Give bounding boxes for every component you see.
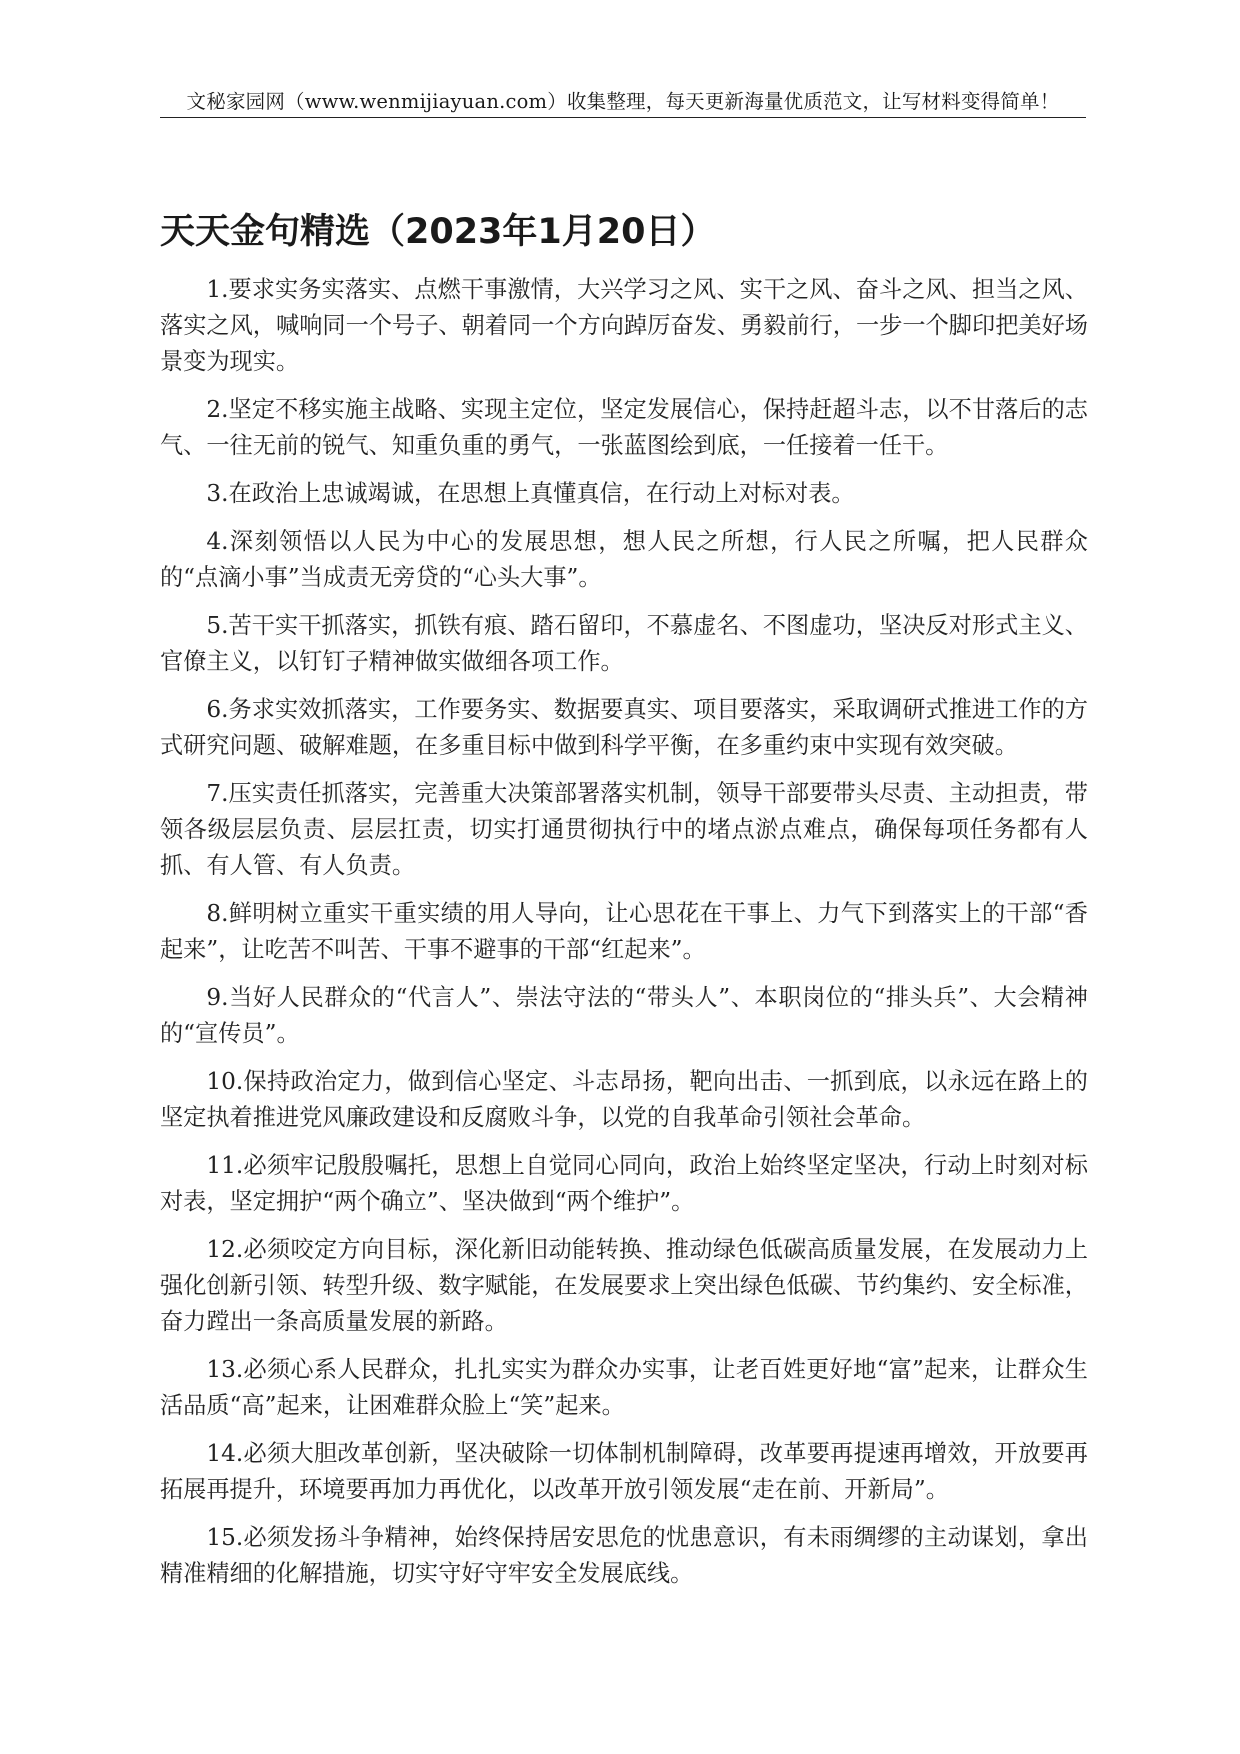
paragraph: 4.深刻领悟以人民为中心的发展思想，想人民之所想，行人民之所嘱，把人民群众的“点滴小事”当成责无旁贷的“心头大事”。 [160,528,1088,591]
paragraph: 12.必须咬定方向目标，深化新旧动能转换、推动绿色低碳高质量发展，在发展动力上强化创新引领、转型升级、数字赋能，在发展要求上突出绿色低碳、节约集约、安全标准，奋力蹚出一条高质量发展的新路。 [160,1236,1088,1335]
paragraph: 13.必须心系人民群众，扎扎实实为群众办实事，让老百姓更好地“富”起来，让群众生活品质“高”起来，让困难群众脸上“笑”起来。 [160,1356,1088,1419]
paragraph: 2.坚定不移实施主战略、实现主定位，坚定发展信心，保持赶超斗志，以不甘落后的志气、一往无前的锐气、知重负重的勇气，一张蓝图绘到底，一任接着一任干。 [160,396,1088,459]
paragraph: 6.务求实效抓落实，工作要务实、数据要真实、项目要落实，采取调研式推进工作的方式研究问题、破解难题，在多重目标中做到科学平衡，在多重约束中实现有效突破。 [160,696,1088,759]
paragraph: 10.保持政治定力，做到信心坚定、斗志昂扬，靶向出击、一抓到底，以永远在路上的坚定执着推进党风廉政建设和反腐败斗争，以党的自我革命引领社会革命。 [160,1068,1088,1131]
document-title: 天天金句精选（2023年1月20日） [160,212,716,252]
paragraph: 14.必须大胆改革创新，坚决破除一切体制机制障碍，改革要再提速再增效，开放要再拓展再提升，环境要再加力再优化，以改革开放引领发展“走在前、开新局”。 [160,1440,1088,1503]
page-header [160,86,1086,118]
paragraph: 9.当好人民群众的“代言人”、崇法守法的“带头人”、本职岗位的“排头兵”、大会精神的“宣传员”。 [160,984,1088,1047]
paragraph: 8.鲜明树立重实干重实绩的用人导向，让心思花在干事上、力气下到落实上的干部“香起来”，让吃苦不叫苦、干事不避事的干部“红起来”。 [160,900,1088,963]
header-text: 文秘家园网（www.wenmijiayuan.com）收集整理，每天更新海量优质范文，让写材料变得简单！ [186,90,1060,113]
paragraph: 1.要求实务实落实、点燃干事激情，大兴学习之风、实干之风、奋斗之风、担当之风、落实之风，喊响同一个号子、朝着同一个方向踔厉奋发、勇毅前行，一步一个脚印把美好场景变为现实。 [160,276,1088,375]
paragraph: 5.苦干实干抓落实，抓铁有痕、踏石留印，不慕虚名、不图虚功，坚决反对形式主义、官僚主义，以钉钉子精神做实做细各项工作。 [160,612,1088,675]
paragraph: 11.必须牢记殷殷嘱托，思想上自觉同心同向，政治上始终坚定坚决，行动上时刻对标对表，坚定拥护“两个确立”、坚决做到“两个维护”。 [160,1152,1088,1215]
document-body [160,272,1088,1604]
paragraph: 3.在政治上忠诚竭诚，在思想上真懂真信，在行动上对标对表。 [206,480,855,507]
paragraph: 7.压实责任抓落实，完善重大决策部署落实机制，领导干部要带头尽责、主动担责，带领各级层层负责、层层扛责，切实打通贯彻执行中的堵点淤点难点，确保每项任务都有人抓、有人管、有人负责。 [160,780,1088,879]
paragraph: 15.必须发扬斗争精神，始终保持居安思危的忧患意识，有未雨绸缪的主动谋划，拿出精准精细的化解措施，切实守好守牢安全发展底线。 [160,1524,1088,1587]
